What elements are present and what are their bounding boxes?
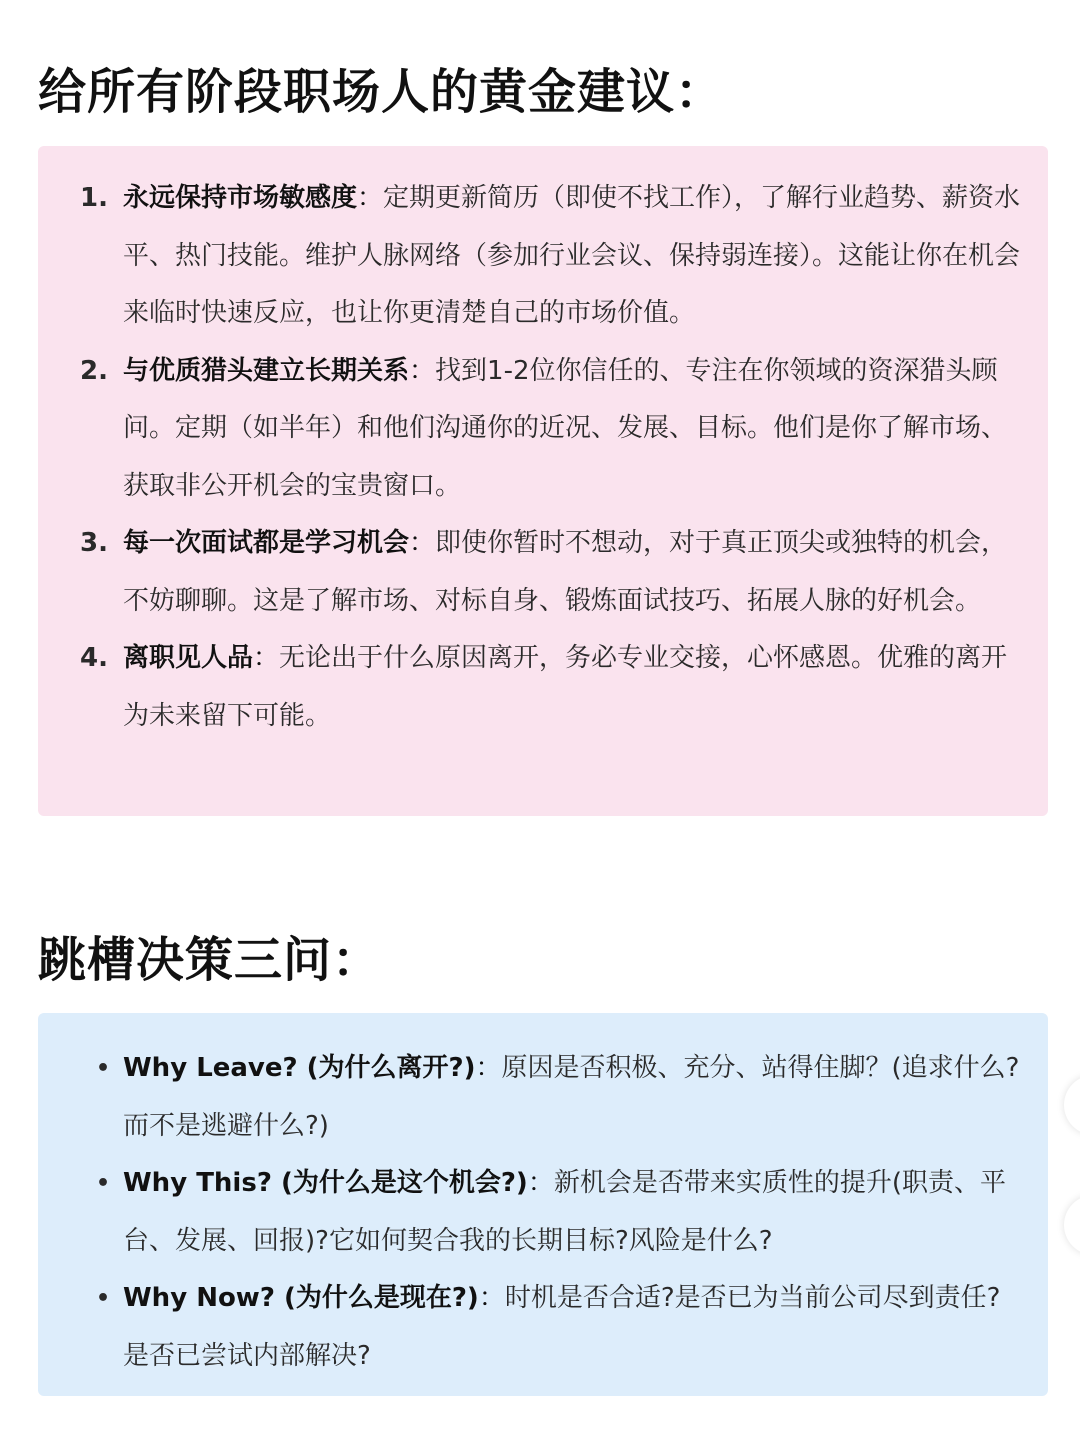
colon: ： (409, 528, 436, 558)
advice-item-text: 无论出于什么原因离开，务必专业交接，心怀感恩。优雅的离开为未来留下可能。 (123, 643, 1008, 731)
section-title-job-hop-questions: 跳槽决策三问： (38, 932, 382, 988)
advice-item-3 (38, 515, 1048, 630)
colon: ： (475, 1053, 502, 1083)
colon: ： (253, 643, 280, 673)
golden-advice-card (38, 146, 1048, 816)
floating-edge-button[interactable] (1064, 1075, 1080, 1135)
advice-item-title: 与优质猎头建立长期关系 (123, 355, 410, 386)
question-item-text: 新机会是否带来实质性的提升(职责、平台、发展、回报)?它如何契合我的长期目标?风险是什么? (123, 1168, 1006, 1256)
advice-item-2 (38, 343, 1048, 516)
job-hop-questions-list (38, 1040, 1048, 1385)
advice-item-text: 即使你暂时不想动，对于真正顶尖或独特的机会，不妨聊聊。这是了解市场、对标自身、锻炼面试技巧、拓展人脉的好机会。 (123, 528, 1008, 616)
question-item-title: Why This? (为什么是这个机会?) (123, 1168, 528, 1198)
floating-edge-button[interactable] (1064, 1195, 1080, 1255)
question-item-text: 时机是否合适?是否已为当前公司尽到责任?是否已尝试内部解决? (123, 1283, 1001, 1371)
question-item-title: Why Leave? (为什么离开?) (123, 1053, 476, 1083)
advice-item-title: 离职见人品 (123, 643, 254, 673)
advice-item-title: 永远保持市场敏感度 (123, 183, 358, 213)
golden-advice-list (38, 170, 1048, 745)
list-number: 2. (80, 355, 108, 386)
question-item-text: 原因是否积极、充分、站得住脚？(追求什么?而不是逃避什么?) (123, 1053, 1020, 1141)
advice-item-1 (38, 170, 1048, 343)
list-number: 4. (80, 643, 108, 673)
question-item-why-now (38, 1270, 1048, 1385)
advice-item-text: 找到1-2位你信任的、专注在你领域的资深猎头顾问。定期（如半年）和他们沟通你的近况、发展、目标。他们是你了解市场、获取非公开机会的宝贵窗口。 (123, 355, 1008, 501)
bullet-icon: • (96, 1171, 111, 1196)
section-title-golden-advice: 给所有阶段职场人的黄金建议： (38, 64, 725, 120)
advice-item-text: 定期更新简历（即使不找工作），了解行业趋势、薪资水平、热门技能。维护人脉网络（参加行业会议、保持弱连接）。这能让你在机会来临时快速反应，也让你更清楚自己的市场价值。 (123, 183, 1021, 328)
bullet-icon: • (96, 1286, 111, 1311)
bullet-icon: • (96, 1056, 111, 1081)
advice-item-title: 每一次面试都是学习机会 (123, 528, 410, 558)
list-number: 1. (80, 183, 108, 213)
question-item-why-leave (38, 1040, 1048, 1155)
job-hop-questions-card (38, 1013, 1048, 1396)
colon: ： (409, 355, 436, 386)
colon: ： (527, 1168, 554, 1198)
list-number: 3. (80, 528, 108, 558)
colon: ： (478, 1283, 505, 1313)
question-item-title: Why Now? (为什么是现在?) (123, 1283, 479, 1313)
advice-item-4 (38, 630, 1048, 745)
colon: ： (357, 183, 384, 213)
question-item-why-this (38, 1155, 1048, 1270)
